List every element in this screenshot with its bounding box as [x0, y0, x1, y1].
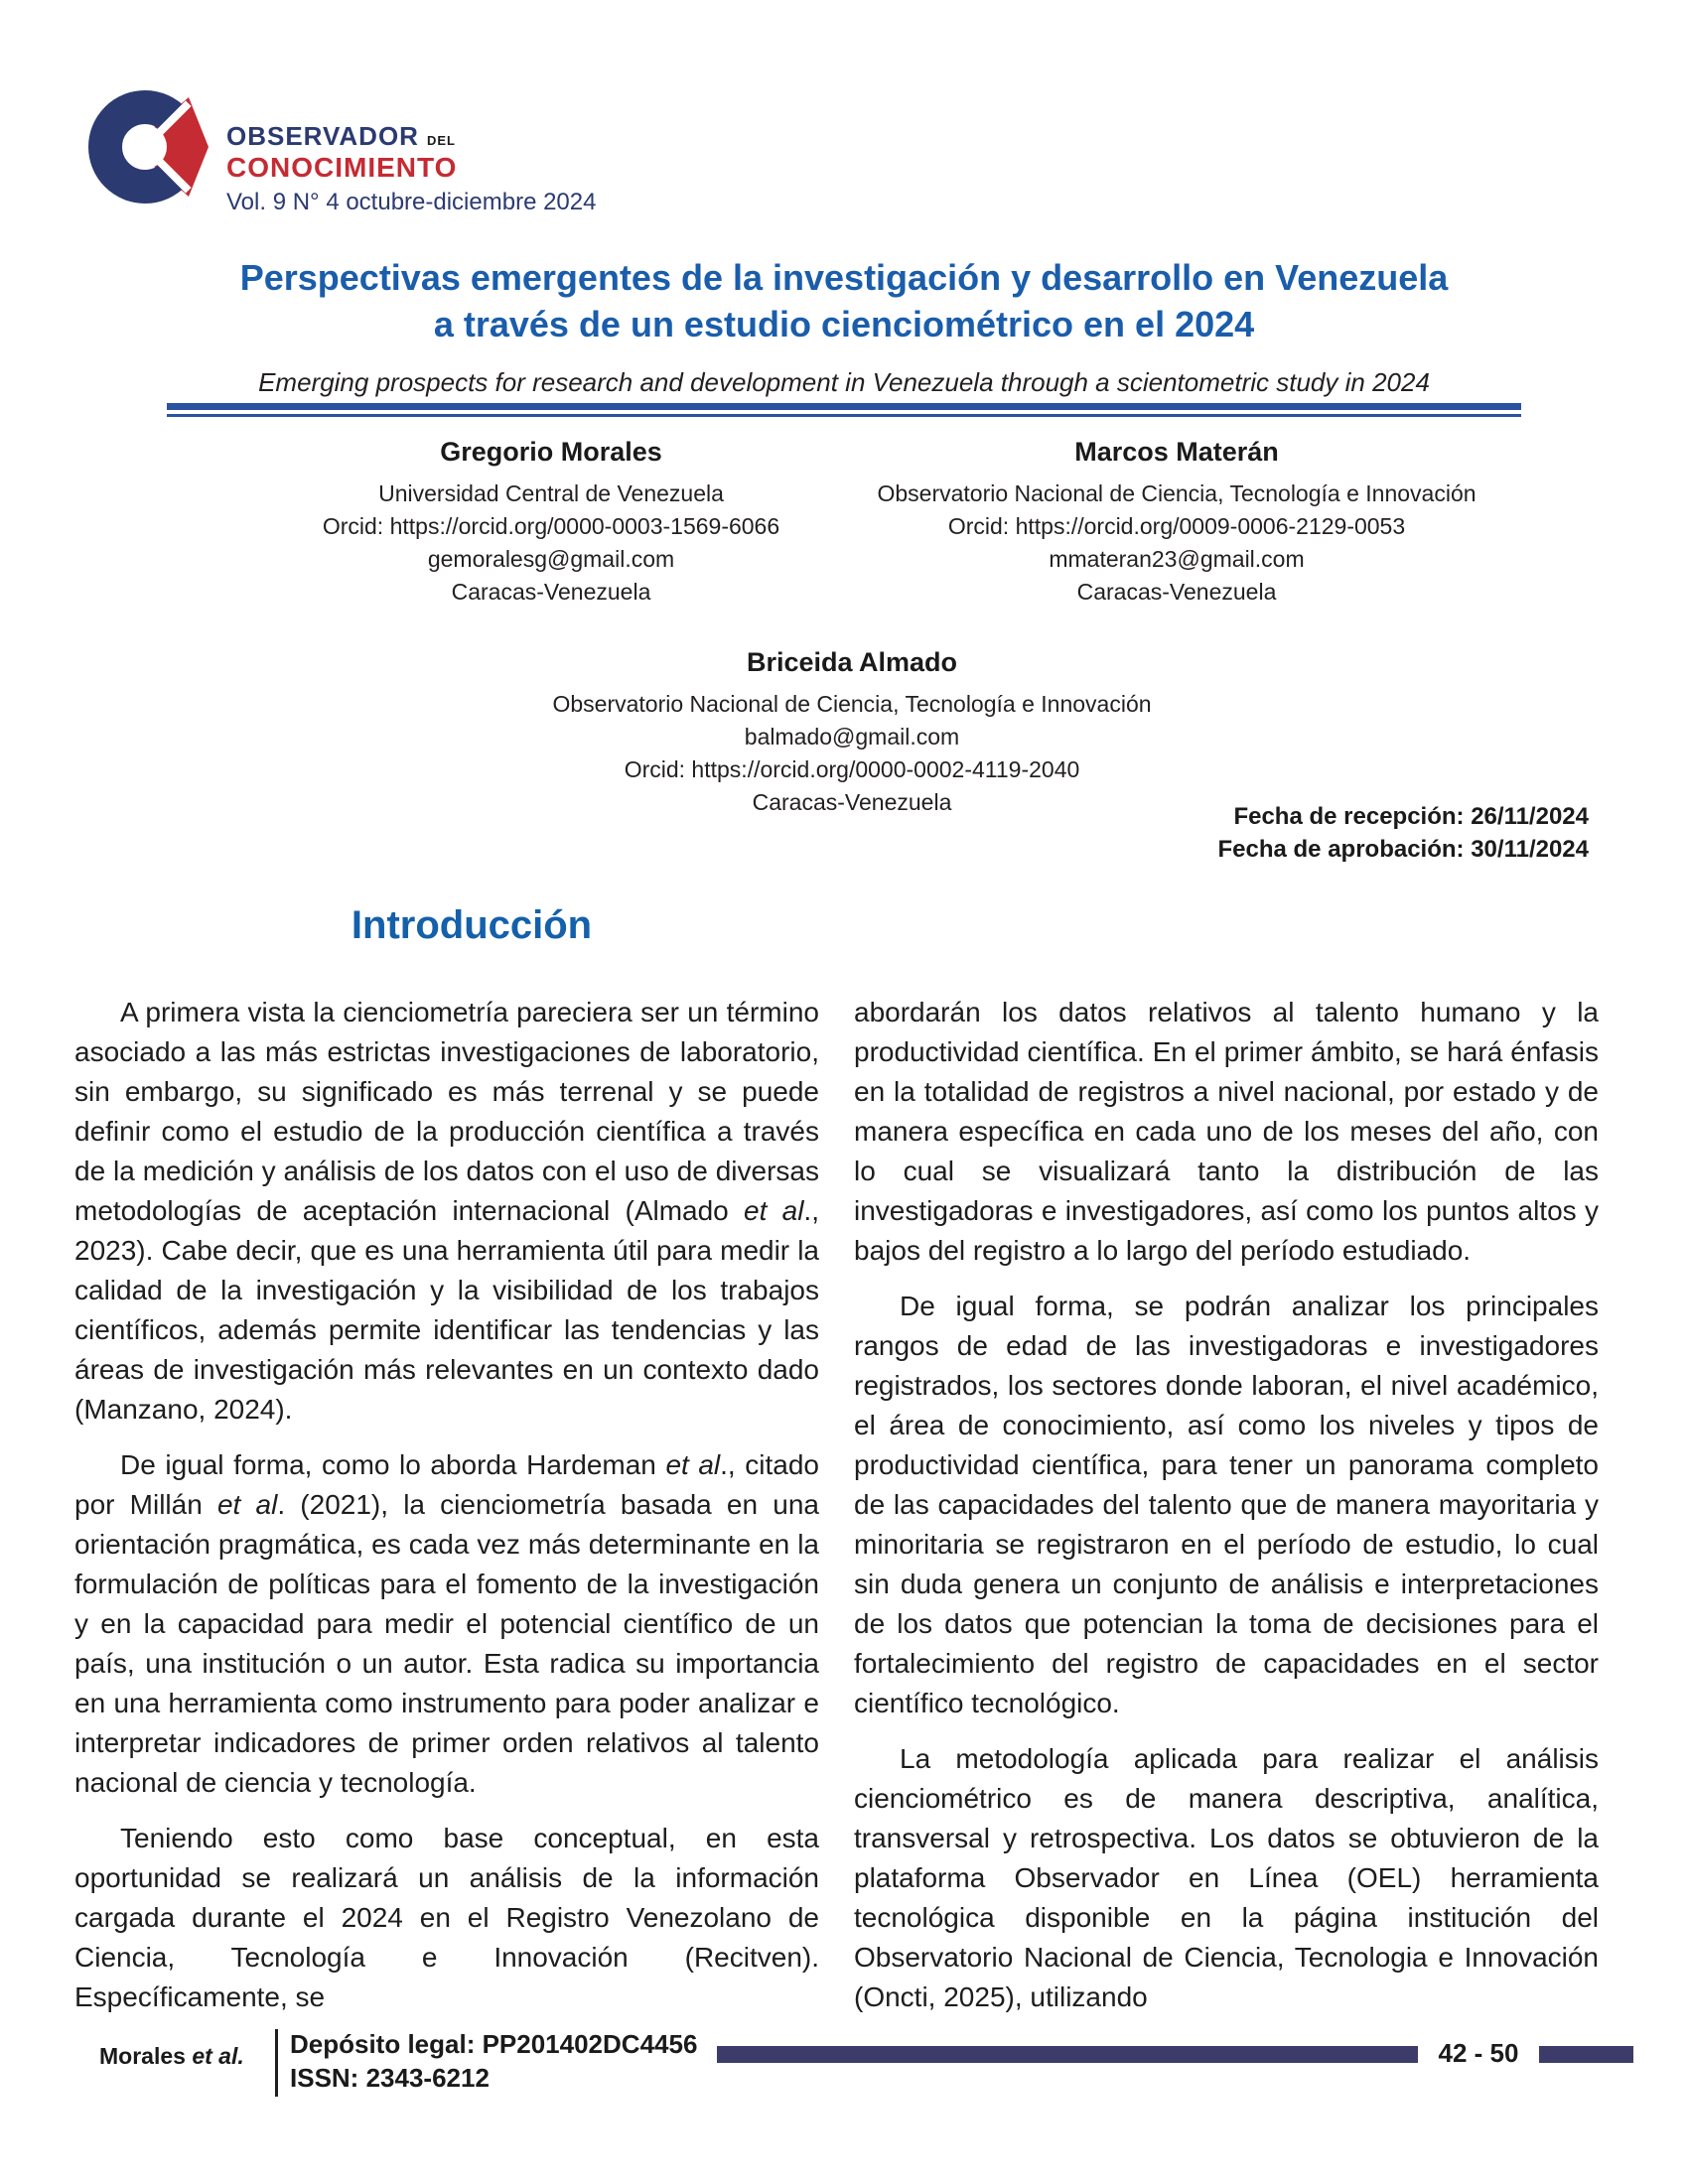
- footer-running-authors: Morales et al.: [99, 2043, 244, 2069]
- author-block-gregorio-morales: [204, 437, 899, 609]
- title-divider-thick-rule: [167, 403, 1521, 410]
- paragraph: De igual forma, como lo aborda Hardeman et al., citado por Millán et al. (2021), la cienciometría basada en una orientación pragmática, es cada vez más determinante en la formulación de políticas para el fomento de la investigación y en la capacidad para medir el potencial científico de un país, una institución o un autor. Esta radica su importancia en una herramienta como instrumento para poder analizar e interpretar indicadores de primer orden relativos al talento nacional de ciencia y tecnología.: [74, 1449, 819, 1798]
- observador-logo-icon: [87, 85, 211, 208]
- paragraph: De igual forma, se podrán analizar los principales rangos de edad de las investigadoras e investigadores registrados, los sectores donde laboran, el nivel académico, el área de conocimiento, así como los niveles y tipos de productividad científica, para tener un panorama completo de las capacidades del talento que de manera mayoritaria y minoritaria se registraron en el período de estudio, lo cual sin duda genera un conjunto de análisis e interpretaciones de los datos que potencian la toma de decisiones para el fortalecimiento del registro de capacidades en el sector científico tecnológico.: [854, 1291, 1599, 1718]
- author-affiliation: Observatorio Nacional de Ciencia, Tecnología e Innovación: [877, 480, 1477, 506]
- submission-dates: [894, 800, 1589, 866]
- title-divider: [167, 403, 1521, 417]
- article-title-line2: a través de un estudio cienciométrico en el 2024: [433, 304, 1255, 344]
- author-name: Marcos Materán: [1074, 437, 1279, 467]
- author-block-briceida-almado: [504, 647, 1199, 819]
- author-orcid: Orcid: https://orcid.org/0009-0006-2129-0053: [947, 513, 1406, 539]
- paragraph: A primera vista la cienciometría pareciera ser un término asociado a las más estrictas investigaciones de laboratorio, sin embargo, su significado es más terrenal y se puede definir como el estudio de la producción científica a través de la medición y análisis de los datos con el uso de diversas metodologías de aceptación internacional (Almado et al., 2023). Cabe decir, que es una herramienta útil para medir la calidad de la investigación y la visibilidad de los trabajos científicos, además permite identificar las tendencias y las áreas de investigación más relevantes en un contexto dado (Manzano, 2024).: [74, 997, 819, 1425]
- article-subtitle-english: Emerging prospects for research and development in Venezuela through a scientometric study in 2024: [258, 367, 1430, 397]
- wordmark-observador: OBSERVADOR: [226, 121, 419, 151]
- volume-issue-line: Vol. 9 N° 4 octubre-diciembre 2024: [226, 189, 597, 215]
- paragraph: Teniendo esto como base conceptual, en esta oportunidad se realizará un análisis de la información cargada durante el 2024 en el Registro Venezolano de Ciencia, Tecnología e Innovación (Recitven). Específicamente, se: [74, 1823, 819, 2012]
- author-location: Caracas-Venezuela: [451, 579, 651, 605]
- article-title-line1: Perspectivas emergentes de la investigación y desarrollo en Venezuela: [239, 257, 1449, 298]
- footer-vertical-divider: [275, 2029, 278, 2097]
- wordmark-conocimiento: CONOCIMIENTO: [226, 152, 458, 183]
- author-affiliation: Universidad Central de Venezuela: [378, 480, 724, 506]
- title-divider-thin-rule: [167, 414, 1521, 417]
- footer-left-bar: [717, 2046, 1418, 2063]
- page-range: 42 - 50: [1438, 2038, 1519, 2068]
- body-column-right: [854, 993, 1599, 2033]
- article-title: [119, 254, 1569, 347]
- author-name: Gregorio Morales: [440, 437, 662, 467]
- footer-legal-block: [290, 2027, 697, 2095]
- author-affiliation: Observatorio Nacional de Ciencia, Tecnología e Innovación: [552, 691, 1152, 717]
- body-column-left: [74, 993, 819, 2033]
- issn: ISSN: 2343-6212: [290, 2063, 490, 2093]
- author-location: Caracas-Venezuela: [752, 789, 952, 815]
- paragraph: La metodología aplicada para realizar el análisis cienciométrico es de manera descriptiva, analítica, transversal y retrospectiva. Los datos se obtuvieron de la plataforma Observador en Línea (OEL) herramienta tecnológica disponible en la página institución del Observatorio Nacional de Ciencia, Tecnologia e Innovación (Oncti, 2025), utilizando: [854, 1743, 1599, 2012]
- author-email: mmateran23@gmail.com: [1049, 546, 1305, 572]
- wordmark-del: DEL: [426, 133, 456, 148]
- approval-date: Fecha de aprobación: 30/11/2024: [1217, 836, 1589, 863]
- author-orcid: Orcid: https://orcid.org/0000-0003-1569-6066: [322, 513, 780, 539]
- author-orcid: Orcid: https://orcid.org/0000-0002-4119-2040: [624, 756, 1080, 782]
- footer-right-bar: [1539, 2046, 1633, 2063]
- paragraph: abordarán los datos relativos al talento humano y la productividad científica. En el primer ámbito, se hará énfasis en la totalidad de registros a nivel nacional, por estado y de manera específica en cada uno de los meses del año, con lo cual se visualizará tanto la distribución de las investigadoras e investigadores, así como los puntos altos y bajos del registro a lo largo del período estudiado.: [854, 997, 1599, 1266]
- author-email: gemoralesg@gmail.com: [427, 546, 675, 572]
- section-heading-introduccion: Introducción: [351, 903, 593, 947]
- reception-date: Fecha de recepción: 26/11/2024: [1233, 803, 1589, 830]
- author-block-marcos-materan: [829, 437, 1524, 609]
- author-location: Caracas-Venezuela: [1076, 579, 1277, 605]
- deposito-legal: Depósito legal: PP201402DC4456: [290, 2029, 698, 2059]
- journal-wordmark: [226, 123, 596, 214]
- author-email: balmado@gmail.com: [744, 724, 960, 750]
- author-name: Briceida Almado: [746, 647, 958, 677]
